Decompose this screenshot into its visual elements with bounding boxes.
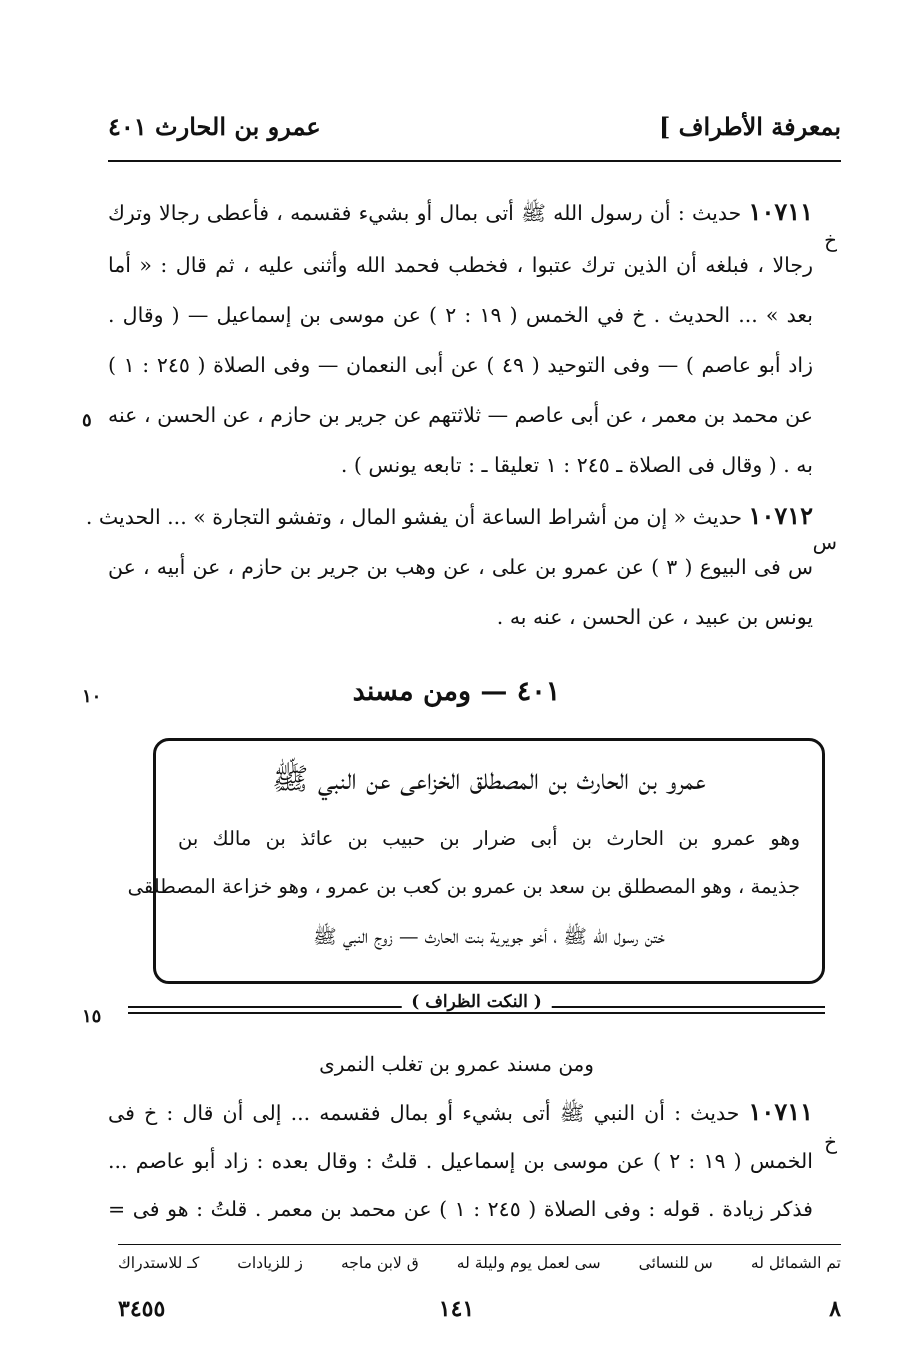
page-number: ١٤١ <box>438 1296 475 1322</box>
section-heading: ٤٠١ — ومن مسند <box>352 676 561 707</box>
hadith-text: حديث « إن من أشراط الساعة أن يفشو المال ، وتفشو التجارة » ... الحديث . <box>85 505 743 529</box>
hadith-number: ١٠٧١٢ <box>748 501 813 530</box>
musnad-title: عمرو بن الحارث بن المصطلق الخزاعى عن النبي ﷺ <box>272 762 706 797</box>
musnad-title-box <box>127 738 825 984</box>
running-title-right: بمعرفة الأطراف ] <box>658 112 841 141</box>
entry-10711-line-3: بعد » ... الحديث . خ في الخمس ( ١٩ : ٢ ) عن موسى بن إسماعيل — ( وقال . <box>108 303 813 327</box>
entry-10711-line-4: زاد أبو عاصم ) — وفى التوحيد ( ٤٩ ) عن أبى النعمان — وفى الصلاة ( ٢٤٥ : ١ ) <box>108 353 813 377</box>
line-number-15: ١٥ <box>82 1006 102 1027</box>
nukat-line-1 <box>108 1096 813 1127</box>
box-line-2: جذيمة ، وهو المصطلق بن سعد بن عمرو بن كعب بن عمرو ، وهو خزاعة المصطلقى <box>127 875 800 898</box>
box-line-1: وهو عمرو بن الحارث بن أبى ضرار بن حبيب بن عائذ بن مالك بن <box>178 827 800 850</box>
header-rule <box>108 160 841 162</box>
volume-page-number: ٣٤٥٥ <box>118 1296 166 1322</box>
footer-rule <box>118 1244 841 1245</box>
nukat-line-3: فذكر زيادة . قوله : وفى الصلاة ( ٢٤٥ : ١ ) عن محمد بن معمر . قلتُ : هو فى = <box>108 1197 813 1221</box>
entry-10711-line-2: رجالا ، فبلغه أن الذين ترك عتبوا ، فخطب فحمد الله وأثنى عليه ، ثم قال : « أما <box>108 253 813 277</box>
siglum-marker: س <box>812 530 837 554</box>
hadith-number: ١٠٧١١ <box>748 1097 813 1126</box>
siglum-marker: خ <box>824 228 837 252</box>
box-line-3: ختن رسول الله ﷺ ، أخو جويرية بنت الحارث — زوج النبي ﷺ <box>313 925 665 948</box>
entry-10712-line-3: يونس بن عبيد ، عن الحسن ، عنه به . <box>496 605 813 629</box>
entry-10711-line-6: به . ( وقال فى الصلاة ـ ٢٤٥ : ١ تعليقا ـ : تابعه يونس ) . <box>340 453 813 477</box>
entry-10712-line-2: س فى البيوع ( ٣ ) عن عمرو بن على ، عن وهب بن جرير بن حازم ، عن أبيه ، عن <box>108 555 813 579</box>
nukat-divider <box>128 992 825 1018</box>
legend-item: كـ للاستدراك <box>118 1254 200 1272</box>
legend-item: س للنسائى <box>638 1254 713 1272</box>
running-title-left: عمرو بن الحارث ٤٠١ <box>108 112 321 141</box>
entry-10712-line-1 <box>85 500 813 531</box>
legend-item: تم الشمائل له <box>750 1254 841 1272</box>
entry-10711-line-1 <box>108 196 813 227</box>
divider-label: ( النكت الظراف ) <box>401 992 552 1012</box>
line-number-5: ٥ <box>82 410 92 431</box>
legend-item: سى لعمل يوم وليلة له <box>456 1254 601 1272</box>
hadith-number: ١٠٧١١ <box>748 197 813 226</box>
line-number-10: ١٠ <box>82 686 102 707</box>
sigla-legend <box>118 1254 841 1272</box>
hadith-text: حديث : أن النبي ﷺ أتى بشيء أو بمال فقسمه ... إلى أن قال : خ فى <box>108 1101 740 1125</box>
legend-item: ق لابن ماجه <box>340 1254 419 1272</box>
hadith-text: حديث : أن رسول الله ﷺ أتى بمال أو بشيء فقسمه ، فأعطى رجالا وترك <box>108 201 742 225</box>
entry-10711-line-5: عن محمد بن معمر ، عن أبى عاصم — ثلاثتهم عن جرير بن حازم ، عن الحسن ، عنه <box>108 403 813 427</box>
legend-item: ز للزيادات <box>237 1254 303 1272</box>
siglum-marker: خ <box>824 1130 837 1154</box>
nukat-subheading: ومن مسند عمرو بن تغلب النمرى <box>319 1052 594 1076</box>
footer-signature-number: ٨ <box>829 1296 841 1322</box>
nukat-line-2: الخمس ( ١٩ : ٢ ) عن موسى بن إسماعيل . قلتُ : وقال بعده : زاد أبو عاصم ... <box>108 1149 813 1173</box>
